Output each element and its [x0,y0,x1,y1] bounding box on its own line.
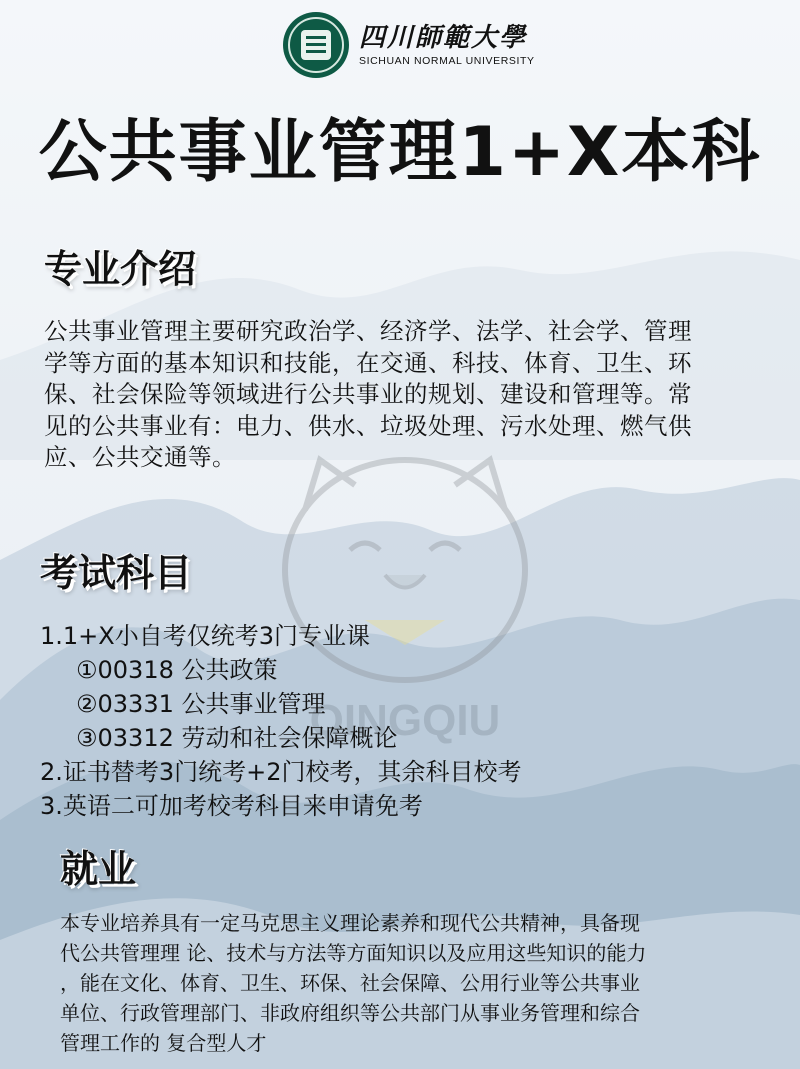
section-heading-exam: 考试科目 [40,551,193,595]
career-line: ，能在文化、体育、卫生、环保、社会保障、公用行业等公共事业 [60,971,640,995]
exam-subitem: ③03312 劳动和社会保障概论 [76,724,398,752]
career-line: 管理工作的 复合型人才 [60,1031,267,1055]
intro-line: 应、公共交通等。 [44,443,236,471]
intro-paragraph [44,316,784,474]
page-title: 公共事业管理1+X本科 [38,113,762,192]
career-paragraph [60,908,760,1058]
intro-line: 保、社会保险等领域进行公共事业的规划、建设和管理等。常 [44,380,692,408]
intro-line: 公共事业管理主要研究政治学、经济学、法学、社会学、管理 [44,317,692,345]
exam-list [40,619,522,823]
section-heading-career: 就业 [60,847,137,891]
career-line: 单位、行政管理部门、非政府组织等公共部门从事业务管理和综合 [60,1001,640,1025]
university-logo [283,12,535,78]
career-line: 本专业培养具有一定马克思主义理论素养和现代公共精神，具备现 [60,911,640,935]
university-name-cn: 四川師範大學 [359,23,528,53]
university-name-en: SICHUAN NORMAL UNIVERSITY [359,55,535,67]
exam-subitem: ②03331 公共事业管理 [76,690,326,718]
exam-subitem: ①00318 公共政策 [76,656,278,684]
university-seal-icon [283,12,349,78]
exam-item: 1.1+X小自考仅统考3门专业课 [40,622,370,650]
career-line: 代公共管理理 论、技术与方法等方面知识以及应用这些知识的能力 [60,941,647,965]
exam-item: 3.英语二可加考校考科目来申请免考 [40,792,423,820]
intro-line: 学等方面的基本知识和技能，在交通、科技、体育、卫生、环 [44,348,692,377]
intro-line: 见的公共事业有：电力、供水、垃圾处理、污水处理、燃气供 [44,411,692,440]
exam-item: 2.证书替考3门统考+2门校考，其余科目校考 [40,758,522,786]
section-heading-intro: 专业介绍 [44,247,197,291]
watermark-text: QINGQIU [309,696,501,745]
